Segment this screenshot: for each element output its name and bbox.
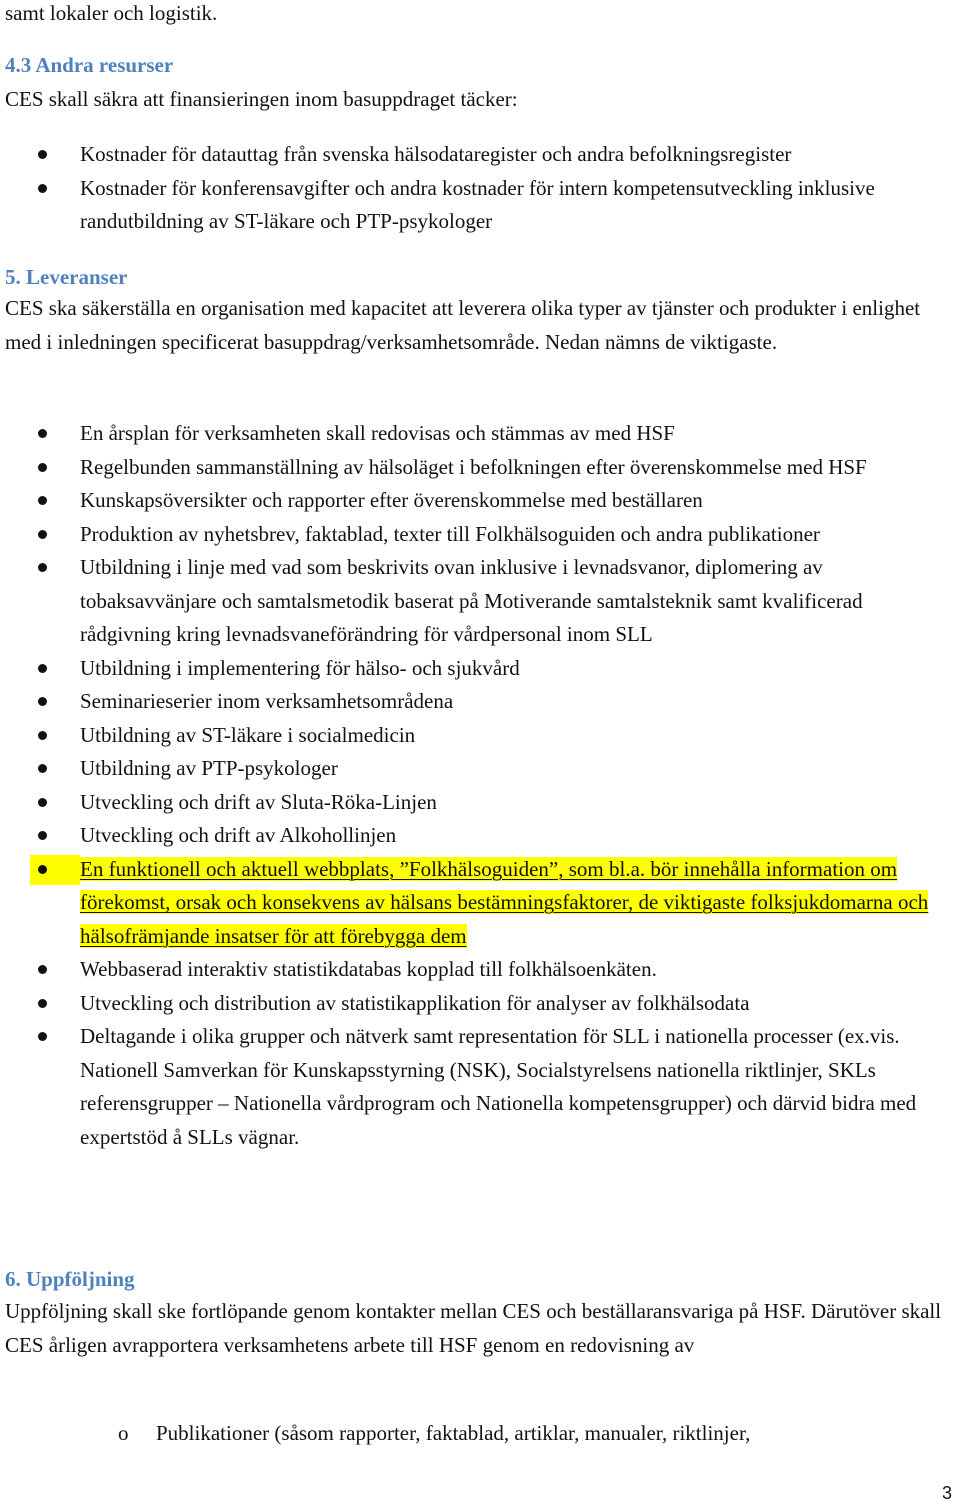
bullet-icon [38,429,47,438]
bullet-icon [38,865,47,874]
page-number: 3 [941,1483,952,1503]
list-item-text: Produktion av nyhetsbrev, faktablad, texter till Folkhälsoguiden och andra publikationer [80,521,820,546]
section-4-3-heading: 4.3 Andra resurser [5,53,174,77]
section-6-heading: 6. Uppföljning [5,1267,135,1291]
list-item [0,1020,960,1154]
list-item-text: Seminarieserier inom verksamhetsområdena [80,689,454,713]
section-4-3-list [0,138,960,239]
bullet-icon [38,530,47,539]
bullet-icon [38,798,47,807]
list-item [0,786,960,820]
section-4-3-intro: CES skall säkra att finansieringen inom basuppdraget täcker: [5,87,518,111]
list-item-text: Deltagande i olika grupper och nätverk samt representation för SLL i nationella processer (ex.vis. Nationell Samverkan för Kunskapsstyrning (NSK), Socialstyrelsens nationella riktlinjer, SKLs referensgrupper – Nationella vårdprogram och Nationella kompetensgrupper) och därvid bidra med expertstöd å SLLs vägnar. [80,1024,917,1149]
list-item [0,138,960,172]
list-item-text: Utveckling och drift av Alkohollinjen [80,823,397,847]
list-item-text: Utveckling och distribution av statistikapplikation för analyser av folkhälsodata [80,990,750,1015]
bullet-icon [38,563,47,572]
list-item [0,752,960,786]
list-item [0,853,960,954]
list-item [0,451,960,485]
bullet-icon [38,764,47,773]
bullet-icon [38,731,47,740]
section-5-intro: CES ska säkerställa en organisation med kapacitet att leverera olika typer av tjänster och produkter i enlighet med i inledningen specificerat basuppdrag/verksamhetsområde. Nedan nämns de viktigaste. [5,296,921,354]
list-item [0,518,960,552]
list-item-text: Kostnader för datauttag från svenska hälsodataregister och andra befolkningsregister [80,142,792,166]
section-6-list [0,1417,960,1451]
bullet-icon [38,697,47,706]
bullet-icon [38,463,47,472]
list-item-text: Utbildning av ST-läkare i socialmedicin [80,722,416,747]
list-item [0,719,960,753]
list-item-text: Webbaserad interaktiv statistikdatabas kopplad till folkhälsoenkäten. [80,957,657,981]
list-item [0,652,960,686]
bullet-icon [38,664,47,673]
list-item-text: Kostnader för konferensavgifter och andra kostnader för intern kompetensutveckling inklusive randutbildning av ST-läkare och PTP-psykologer [80,175,875,233]
list-item [0,417,960,451]
bullet-icon [38,965,47,974]
list-item [0,551,960,652]
list-item-text: En årsplan för verksamheten skall redovisas och stämmas av med HSF [80,421,675,445]
bullet-icon [38,1032,47,1041]
section-5-heading: 5. Leveranser [5,265,128,289]
list-item-text: Publikationer (såsom rapporter, faktablad, artiklar, manualer, riktlinjer, [156,1421,751,1445]
section-6-intro: Uppföljning skall ske fortlöpande genom kontakter mellan CES och beställaransvariga på HSF. Därutöver skall CES årligen avrapportera verksamhetens arbete till HSF genom en redovisning av [5,1299,942,1357]
list-item-text: En funktionell och aktuell webbplats, ”Folkhälsoguiden”, som bl.a. bör innehålla information om förekomst, orsak och konsekvens av hälsans bestämningsfaktorer, de viktigaste folksjukdomarna och hälsofrämjande insatser för att förebygga dem [80,856,929,948]
bullet-icon [38,496,47,505]
bullet-icon [38,150,47,159]
top-line: samt lokaler och logistik. [5,1,218,25]
list-item [0,484,960,518]
section-5-list [0,417,960,1154]
list-item [0,1417,960,1451]
list-item-text: Utbildning i linje med vad som beskrivits ovan inklusive i levnadsvanor, diplomering av tobaksavvänjare och samtalsmetodik baserat på Motiverande samtalsteknik samt kvalificerad rådgivning kring levnadsvaneförändring för vårdpersonal inom SLL [80,555,863,646]
bullet-icon [38,999,47,1008]
circle-bullet-icon: o [118,1421,129,1445]
bullet-icon [38,831,47,840]
list-item-text: Utbildning av PTP-psykologer [80,756,338,780]
bullet-icon [38,184,47,193]
list-item [0,685,960,719]
list-item-text: Utveckling och drift av Sluta-Röka-Linjen [80,789,437,814]
list-item [0,987,960,1021]
list-item [0,172,960,239]
list-item-text: Kunskapsöversikter och rapporter efter överenskommelse med beställaren [80,488,703,512]
list-item [0,953,960,987]
list-item [0,819,960,853]
list-item-text: Regelbunden sammanställning av hälsoläget i befolkningen efter överenskommelse med HSF [80,454,867,479]
list-item-text: Utbildning i implementering för hälso- och sjukvård [80,655,520,680]
